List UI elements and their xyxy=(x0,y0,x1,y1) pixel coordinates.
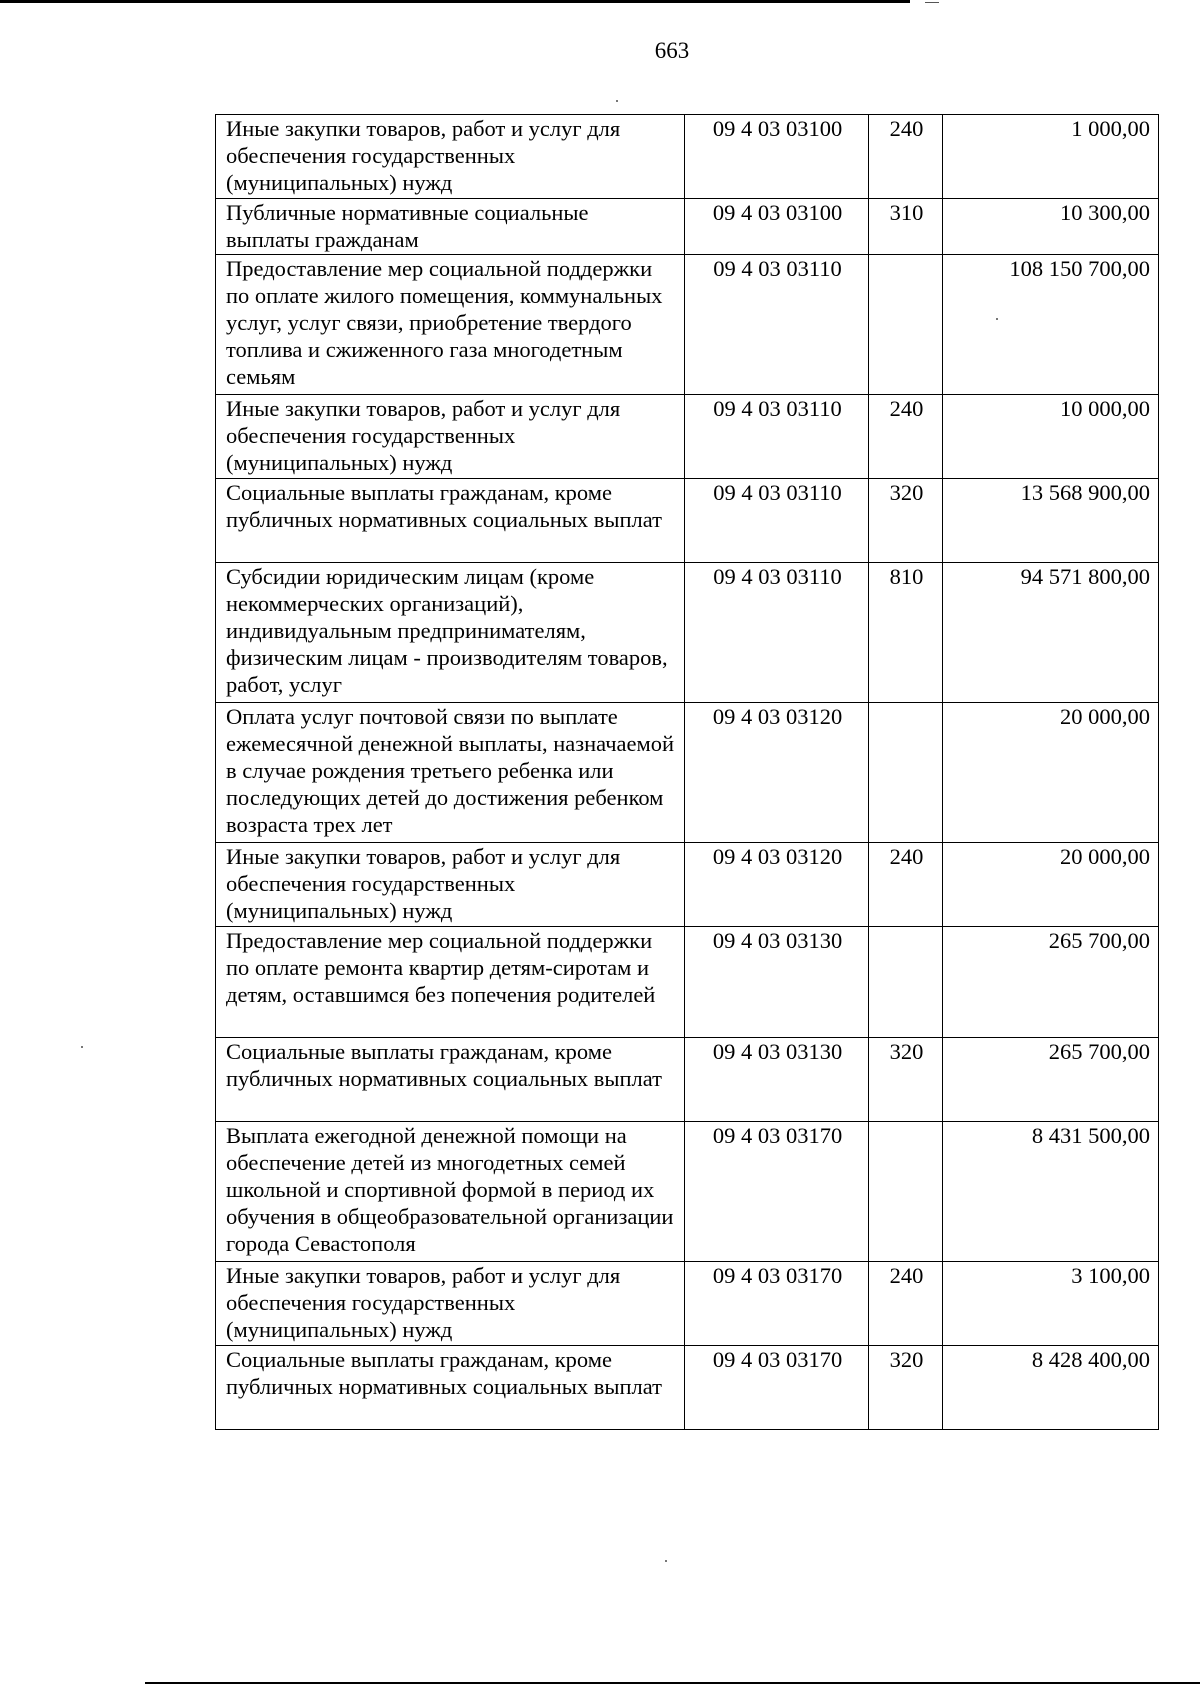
expense-name-cell: Социальные выплаты гражданам, кроме публичных нормативных социальных выплат xyxy=(216,1038,685,1122)
scan-speck xyxy=(665,1560,667,1562)
target-article-code-cell: 09 4 03 03170 xyxy=(685,1122,869,1262)
scan-speck xyxy=(81,1046,83,1048)
table-row xyxy=(216,199,1159,255)
target-article-code-cell: 09 4 03 03120 xyxy=(685,843,869,927)
target-article-code-cell: 09 4 03 03170 xyxy=(685,1262,869,1346)
expense-name-cell: Иные закупки товаров, работ и услуг для обеспечения государственных (муниципальных) нужд xyxy=(216,115,685,199)
target-article-code-cell: 09 4 03 03120 xyxy=(685,703,869,843)
table-row xyxy=(216,255,1159,395)
target-article-code-cell: 09 4 03 03100 xyxy=(685,199,869,255)
amount-cell: 13 568 900,00 xyxy=(943,479,1159,563)
table-row xyxy=(216,395,1159,479)
expense-type-code-cell: 240 xyxy=(869,115,943,199)
budget-table-body xyxy=(216,115,1159,1430)
expense-type-code-cell: 320 xyxy=(869,1038,943,1122)
amount-cell: 8 431 500,00 xyxy=(943,1122,1159,1262)
amount-cell: 10 000,00 xyxy=(943,395,1159,479)
expense-name-cell: Социальные выплаты гражданам, кроме публичных нормативных социальных выплат xyxy=(216,1346,685,1430)
table-row xyxy=(216,479,1159,563)
expense-type-code-cell xyxy=(869,703,943,843)
expense-name-cell: Предоставление мер социальной поддержки по оплате ремонта квартир детям-сиротам и детям, оставшимся без попечения родителей xyxy=(216,927,685,1038)
target-article-code-cell: 09 4 03 03170 xyxy=(685,1346,869,1430)
table-row xyxy=(216,563,1159,703)
scan-edge-bottom xyxy=(145,1682,1200,1684)
amount-cell: 94 571 800,00 xyxy=(943,563,1159,703)
expense-name-cell: Оплата услуг почтовой связи по выплате ежемесячной денежной выплаты, назначаемой в случае рождения третьего ребенка или последующих детей до достижения ребенком возраста трех лет xyxy=(216,703,685,843)
amount-cell: 265 700,00 xyxy=(943,1038,1159,1122)
table-row xyxy=(216,1262,1159,1346)
amount-cell: 8 428 400,00 xyxy=(943,1346,1159,1430)
expense-type-code-cell: 240 xyxy=(869,843,943,927)
amount-cell: 20 000,00 xyxy=(943,703,1159,843)
target-article-code-cell: 09 4 03 03110 xyxy=(685,563,869,703)
expense-name-cell: Публичные нормативные социальные выплаты гражданам xyxy=(216,199,685,255)
amount-cell: 1 000,00 xyxy=(943,115,1159,199)
expense-name-cell: Предоставление мер социальной поддержки по оплате жилого помещения, коммунальных услуг, услуг связи, приобретение твердого топлива и сжиженного газа многодетным семьям xyxy=(216,255,685,395)
page-number: 663 xyxy=(654,38,690,63)
target-article-code-cell: 09 4 03 03100 xyxy=(685,115,869,199)
expense-type-code-cell: 240 xyxy=(869,395,943,479)
expense-name-cell: Иные закупки товаров, работ и услуг для обеспечения государственных (муниципальных) нужд xyxy=(216,395,685,479)
amount-cell: 265 700,00 xyxy=(943,927,1159,1038)
scan-edge-mark xyxy=(925,2,939,3)
scan-edge-top xyxy=(0,0,910,3)
expense-type-code-cell xyxy=(869,1122,943,1262)
expense-name-cell: Иные закупки товаров, работ и услуг для обеспечения государственных (муниципальных) нужд xyxy=(216,1262,685,1346)
expense-name-cell: Субсидии юридическим лицам (кроме некоммерческих организаций), индивидуальным предпринимателям, физическим лицам - производителям товаров, работ, услуг xyxy=(216,563,685,703)
scan-speck xyxy=(616,100,618,102)
table-row xyxy=(216,843,1159,927)
table-row xyxy=(216,1346,1159,1430)
target-article-code-cell: 09 4 03 03110 xyxy=(685,479,869,563)
table-row xyxy=(216,1038,1159,1122)
table-row xyxy=(216,703,1159,843)
expense-type-code-cell: 320 xyxy=(869,479,943,563)
table-row xyxy=(216,115,1159,199)
target-article-code-cell: 09 4 03 03130 xyxy=(685,1038,869,1122)
amount-cell: 10 300,00 xyxy=(943,199,1159,255)
target-article-code-cell: 09 4 03 03110 xyxy=(685,255,869,395)
expense-name-cell: Социальные выплаты гражданам, кроме публичных нормативных социальных выплат xyxy=(216,479,685,563)
expense-type-code-cell: 310 xyxy=(869,199,943,255)
table-row xyxy=(216,1122,1159,1262)
expense-type-code-cell xyxy=(869,255,943,395)
amount-cell: 20 000,00 xyxy=(943,843,1159,927)
budget-table xyxy=(215,114,1159,1430)
expense-type-code-cell: 320 xyxy=(869,1346,943,1430)
amount-cell: 3 100,00 xyxy=(943,1262,1159,1346)
expense-type-code-cell: 240 xyxy=(869,1262,943,1346)
table-row xyxy=(216,927,1159,1038)
expense-name-cell: Выплата ежегодной денежной помощи на обеспечение детей из многодетных семей школьной и спортивной формой в период их обучения в общеобразовательной организации города Севастополя xyxy=(216,1122,685,1262)
expense-type-code-cell xyxy=(869,927,943,1038)
target-article-code-cell: 09 4 03 03130 xyxy=(685,927,869,1038)
amount-cell: 108 150 700,00 xyxy=(943,255,1159,395)
target-article-code-cell: 09 4 03 03110 xyxy=(685,395,869,479)
expense-name-cell: Иные закупки товаров, работ и услуг для обеспечения государственных (муниципальных) нужд xyxy=(216,843,685,927)
expense-type-code-cell: 810 xyxy=(869,563,943,703)
